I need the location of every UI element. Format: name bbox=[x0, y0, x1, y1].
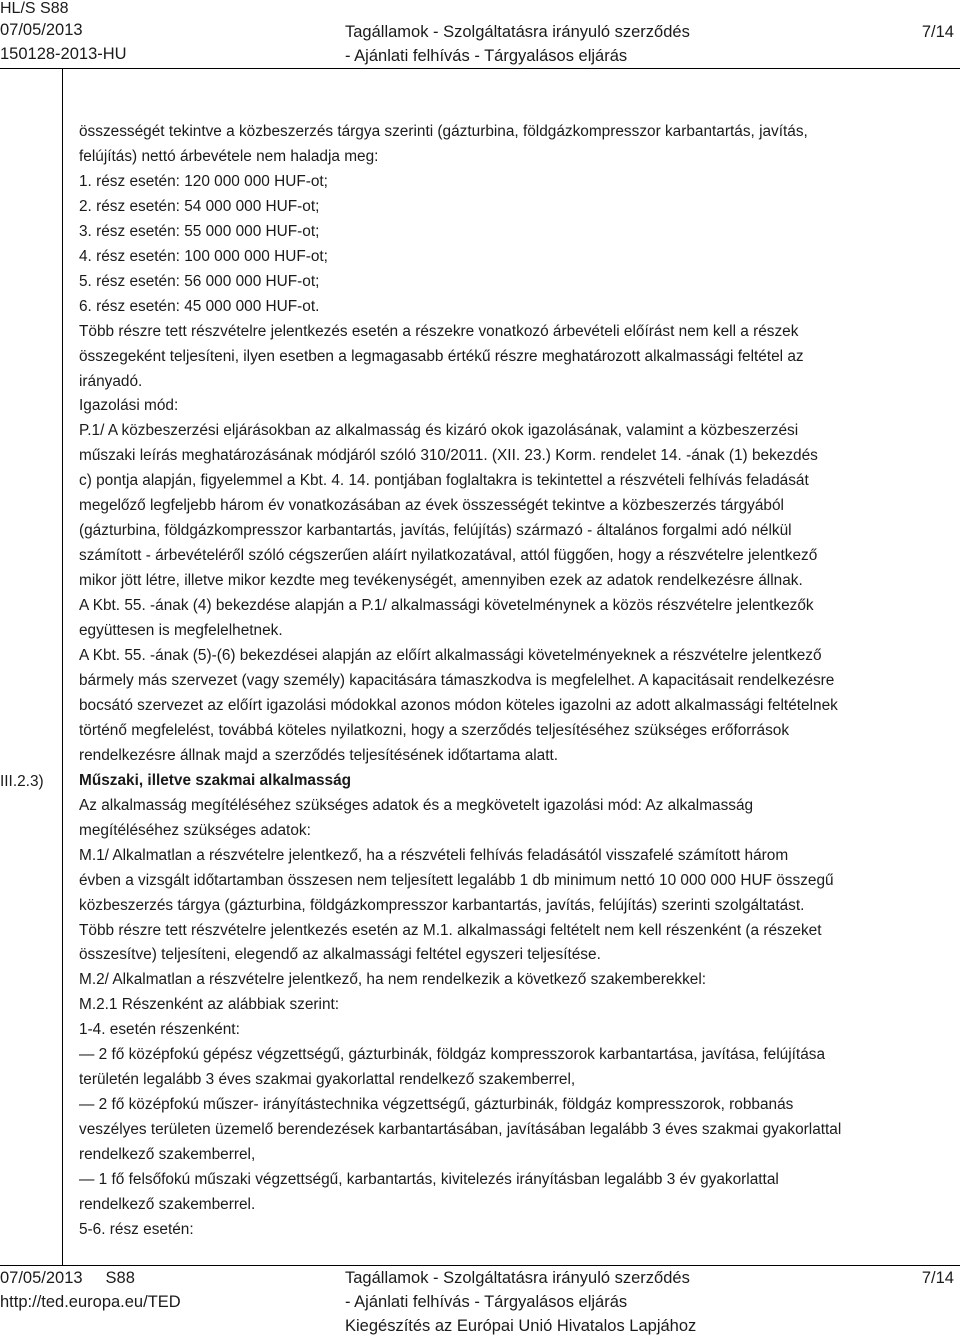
text-line: P.1/ A közbeszerzési eljárásokban az alkalmasság és kizáró okok igazolásának, valamint a közbeszerzési bbox=[79, 422, 799, 440]
text-line: A Kbt. 55. -ának (4) bekezdése alapján a P.1/ alkalmassági követelménynek a közös részvételre jelentkezők bbox=[79, 597, 814, 615]
text-line: 4. rész esetén: 100 000 000 HUF-ot; bbox=[79, 247, 328, 265]
text-line: 2. rész esetén: 54 000 000 HUF-ot; bbox=[79, 197, 320, 215]
header-title bbox=[345, 20, 690, 68]
column-divider bbox=[62, 68, 63, 1265]
text-line: Az alkalmasság megítéléséhez szükséges adatok és a megkövetelt igazolási mód: Az alkalmasság bbox=[79, 796, 754, 814]
text-line: felújítás) nettó árbevétele nem haladja meg: bbox=[79, 147, 379, 165]
text-line: megelőző legfeljebb három év vonatkozásában az évek összességét tekintve a közbeszerzés tárgyából bbox=[79, 497, 784, 515]
text-line: c) pontja alapján, figyelemmel a Kbt. 4. 14. pontjában foglaltakra is tekintettel a részvételi felhívás feladását bbox=[79, 472, 809, 490]
section-number: III.2.3) bbox=[0, 773, 44, 790]
header-reference: 150128-2013-HU bbox=[0, 45, 127, 63]
text-line: M.2.1 Részenként az alábbiak szerint: bbox=[79, 996, 340, 1014]
footer-url[interactable]: http://ted.europa.eu/TED bbox=[0, 1293, 181, 1311]
text-line: megítéléséhez szükséges adatok: bbox=[79, 821, 311, 839]
text-line: rendelkező szakemberrel. bbox=[79, 1195, 256, 1213]
text-line: történő megfelelést, továbbá köteles nyilatkozni, hogy a szerződés teljesítéséhez szükséges erőforrások bbox=[79, 721, 790, 739]
text-line: területén legalább 3 éves szakmai gyakorlattal rendelkező szakemberrel, bbox=[79, 1071, 576, 1089]
text-line: összességét tekintve a közbeszerzés tárgya szerinti (gázturbina, földgázkompresszor karbantartás, javítás, bbox=[79, 123, 808, 140]
text-line: — 2 fő középfokú műszer- irányítástechnika végzettségű, gázturbinák, földgáz kompresszorok, robbanás bbox=[79, 1096, 794, 1114]
text-line: Igazolási mód: bbox=[79, 397, 179, 415]
footer-title-line1: Tagállamok - Szolgáltatásra irányuló szerződés bbox=[345, 1269, 690, 1287]
header-title-line1: Tagállamok - Szolgáltatásra irányuló szerződés bbox=[345, 23, 690, 41]
text-line: 6. rész esetén: 45 000 000 HUF-ot. bbox=[79, 297, 320, 315]
text-line: összesítve) teljesíteni, elegendő az alkalmassági feltétel egyszeri teljesítése. bbox=[79, 946, 601, 964]
text-line: — 1 fő felsőfokú műszaki végzettségű, karbantartás, kivitelezés irányításban legalább 3 év gyakorlattal bbox=[79, 1171, 779, 1189]
header-title-line2: - Ajánlati felhívás - Tárgyalásos eljárás bbox=[345, 47, 628, 65]
text-line: M.1/ Alkalmatlan a részvételre jelentkező, ha a részvételi felhívás feladásától visszafelé számított három bbox=[79, 846, 789, 864]
text-line: évben a vizsgált időtartamban összesen nem teljesített legalább 1 db minimum nettó 10 000 000 HUF összegű bbox=[79, 871, 834, 889]
text-line: rendelkező szakemberrel, bbox=[79, 1146, 256, 1164]
text-line: — 2 fő középfokú gépész végzettségű, gázturbinák, földgáz kompresszorok karbantartása, javítása, felújítása bbox=[79, 1046, 826, 1064]
header-date: 07/05/2013 bbox=[0, 21, 83, 39]
text-line: együttesen is megfelelhetnek. bbox=[79, 622, 283, 640]
text-line: számított - árbevételéről szóló cégszerűen aláírt nyilatkozatával, attól függően, hogy a részvételre jelentkező bbox=[79, 547, 818, 565]
footer-title bbox=[345, 1266, 696, 1338]
document-body bbox=[79, 120, 959, 1243]
text-line: rendelkezésre állnak majd a szerződés teljesítésének időtartama alatt. bbox=[79, 746, 559, 764]
paragraph-block-1 bbox=[79, 120, 959, 769]
text-line: Több részre tett részvételre jelentkezés esetén az M.1. alkalmassági feltételt nem kell részenként (a részeket bbox=[79, 921, 822, 939]
text-line: összegeként teljesíteni, ilyen esetben a legmagasabb értékű részre meghatározott alkalmassági feltétel az bbox=[79, 347, 804, 365]
text-line: 5-6. rész esetén: bbox=[79, 1220, 194, 1238]
footer-page-number: 7/14 bbox=[921, 1269, 954, 1287]
text-line: Több részre tett részvételre jelentkezés esetén a részekre vonatkozó árbevételi előírást nem kell a részek bbox=[79, 322, 799, 340]
text-line: 3. rész esetén: 55 000 000 HUF-ot; bbox=[79, 222, 320, 240]
text-line: M.2/ Alkalmatlan a részvételre jelentkező, ha nem rendelkezik a következő szakemberekkel: bbox=[79, 971, 707, 989]
section-heading: Műszaki, illetve szakmai alkalmasság bbox=[79, 771, 352, 789]
text-line: veszélyes területen üzemelő berendezések karbantartásában, javításában legalább 3 éves szakmai gyakorlattal bbox=[79, 1121, 842, 1139]
header-doc-code: HL/S S88 bbox=[0, 0, 69, 17]
text-line: műszaki leírás meghatározásának módjáról szóló 310/2011. (XII. 23.) Korm. rendelet 14. -ának (1) bekezdés bbox=[79, 447, 818, 465]
footer-date: 07/05/2013 bbox=[0, 1269, 83, 1287]
text-line: 1-4. esetén részenként: bbox=[79, 1021, 240, 1039]
footer-code: S88 bbox=[105, 1269, 135, 1287]
text-line: közbeszerzés tárgya (gázturbina, földgázkompresszor karbantartás, javítás, felújítás) szerinti szolgáltatást. bbox=[79, 896, 805, 914]
text-line: mikor jött létre, illetve mikor kezdte meg tevékenységét, amennyiben ezek az adatok rendelkezésre állnak. bbox=[79, 572, 803, 590]
text-line: 1. rész esetén: 120 000 000 HUF-ot; bbox=[79, 172, 328, 190]
header-left bbox=[0, 0, 127, 66]
footer-left bbox=[0, 1266, 181, 1314]
text-line: bármely más szervezet (vagy személy) kapacitására támaszkodva is megfelelhet. A kapacitásait rendelkezésre bbox=[79, 671, 835, 689]
text-line: (gázturbina, földgázkompresszor karbantartás, javítás, felújítás) származó - általános forgalmi adó nélkül bbox=[79, 522, 792, 540]
text-line: bocsátó szervezet az előírt igazolási módokkal azonos módon köteles igazolni az adott alkalmassági feltételnek bbox=[79, 696, 838, 714]
text-line: 5. rész esetén: 56 000 000 HUF-ot; bbox=[79, 272, 320, 290]
page-footer bbox=[0, 1265, 960, 1335]
footer-title-line2: - Ajánlati felhívás - Tárgyalásos eljárás bbox=[345, 1293, 628, 1311]
header-page-number: 7/14 bbox=[921, 23, 954, 41]
paragraph-block-2 bbox=[79, 794, 959, 1243]
text-line: A Kbt. 55. -ának (5)-(6) bekezdései alapján az előírt alkalmassági követelményeknek a részvételre jelentkező bbox=[79, 647, 822, 665]
page-header bbox=[0, 0, 960, 69]
text-line: irányadó. bbox=[79, 372, 143, 390]
footer-title-line3: Kiegészítés az Európai Unió Hivatalos Lapjához bbox=[345, 1317, 697, 1335]
